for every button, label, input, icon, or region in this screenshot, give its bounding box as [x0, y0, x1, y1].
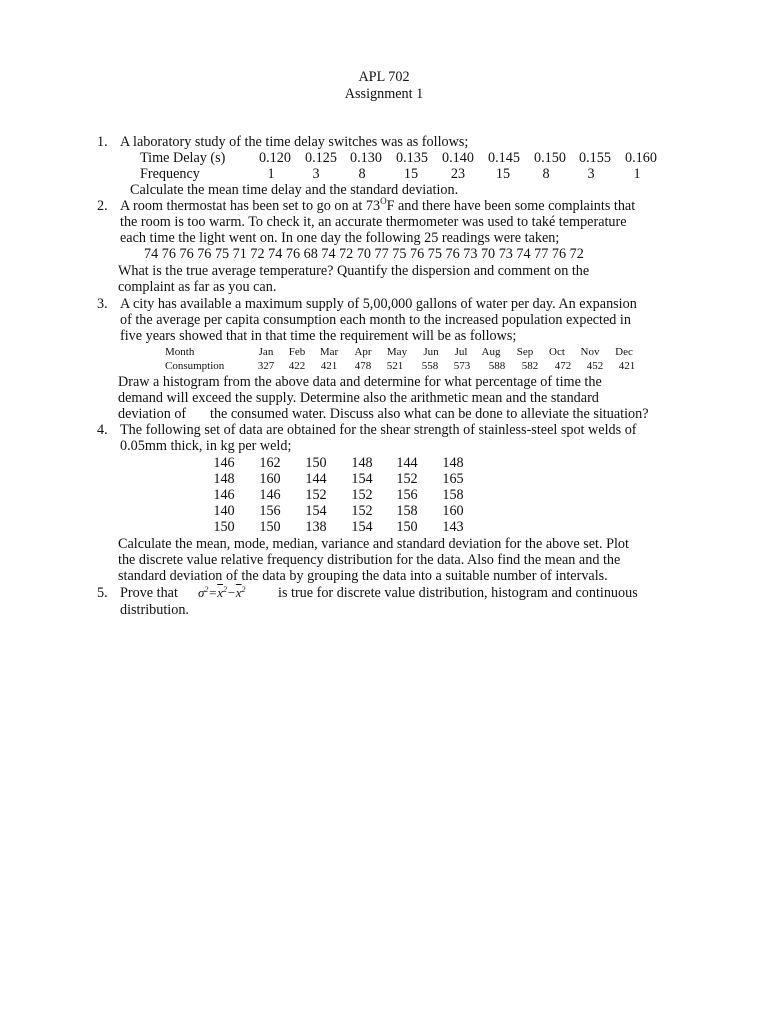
q3-month-cell: Jan — [258, 346, 274, 358]
q4-data-cell: 146 — [213, 487, 235, 503]
q5-number: 5. — [97, 585, 108, 601]
q4-data-cell: 160 — [259, 471, 281, 487]
q1-time-delay-cell: 0.160 — [625, 150, 657, 166]
q3-consumption-cell: 421 — [320, 360, 338, 372]
q4-data-cell: 150 — [305, 455, 327, 471]
q3-consumption-cell: 472 — [554, 360, 572, 372]
q1-frequency-cell: 3 — [587, 166, 595, 182]
q3-line1: A city has available a maximum supply of 5,00,000 gallons of water per day. An expansion — [120, 296, 637, 312]
q4-data-cell: 146 — [259, 487, 281, 503]
q3-month-cell: Jun — [423, 346, 439, 358]
q4-data-cell: 160 — [442, 503, 464, 519]
q2-line3: each time the light went on. In one day the following 25 readings were taken; — [120, 230, 560, 246]
q2-line1 — [120, 198, 635, 215]
q3-consumption-cell: 478 — [354, 360, 372, 372]
q3-line2: of the average per capita consumption each month to the increased population expected in — [120, 312, 631, 328]
q1-time-delay-cell: 0.135 — [396, 150, 428, 166]
q1-frequency-cell: 1 — [633, 166, 641, 182]
q1-intro: A laboratory study of the time delay switches was as follows; — [120, 134, 469, 150]
q4-data-cell: 152 — [351, 503, 373, 519]
q3-consumption-cell: 421 — [618, 360, 636, 372]
q3-row2-label: Consumption — [165, 360, 225, 372]
q1-frequency-cell: 8 — [358, 166, 366, 182]
q4-line3: Calculate the mean, mode, median, variance and standard deviation for the above set. Plot — [118, 536, 629, 552]
q3-consumption-cell: 422 — [288, 360, 306, 372]
q4-data-cell: 146 — [213, 455, 235, 471]
q4-data-cell: 138 — [305, 519, 327, 535]
q5-rest: is true for discrete value distribution, histogram and continuous — [278, 585, 638, 601]
q4-data-cell: 150 — [396, 519, 418, 535]
q2-line1-a: A room thermostat has been set to go on at 73 — [120, 198, 381, 214]
q3-consumption-cell: 327 — [257, 360, 275, 372]
q4-data-cell: 144 — [305, 471, 327, 487]
q3-line6b: the consumed water. Discuss also what can be done to alleviate the situation? — [210, 406, 649, 422]
q1-time-delay-cell: 0.145 — [488, 150, 520, 166]
q4-line2: 0.05mm thick, in kg per weld; — [120, 438, 292, 454]
q4-data-cell: 158 — [396, 503, 418, 519]
q3-month-cell: May — [386, 346, 408, 358]
assignment-title: Assignment 1 — [344, 86, 424, 102]
q4-line1: The following set of data are obtained for the shear strength of stainless-steel spot welds of — [120, 422, 637, 438]
q1-row1-label: Time Delay (s) — [140, 150, 226, 166]
q2-degree-sup: O — [380, 196, 387, 206]
q4-data-cell: 148 — [351, 455, 373, 471]
q3-month-cell: Aug — [481, 346, 501, 358]
q3-consumption-cell: 573 — [453, 360, 471, 372]
q3-line4: Draw a histogram from the above data and determine for what percentage of time the — [118, 374, 602, 390]
q1-task: Calculate the mean time delay and the standard deviation. — [130, 182, 459, 198]
q3-month-cell: Mar — [319, 346, 339, 358]
q3-line6a: deviation of — [118, 406, 187, 422]
q1-frequency-cell: 15 — [495, 166, 511, 182]
q4-data-cell: 162 — [259, 455, 281, 471]
q1-time-delay-cell: 0.150 — [534, 150, 566, 166]
q3-consumption-cell: 588 — [488, 360, 506, 372]
q4-data-cell: 156 — [396, 487, 418, 503]
q1-time-delay-cell: 0.125 — [305, 150, 337, 166]
course-code: APL 702 — [358, 69, 410, 85]
q5-prove: Prove that — [120, 585, 178, 601]
q4-data-cell: 165 — [442, 471, 464, 487]
q4-number: 4. — [97, 422, 108, 438]
q3-consumption-cell: 582 — [521, 360, 539, 372]
q3-consumption-cell: 521 — [386, 360, 404, 372]
q3-line5: demand will exceed the supply. Determine also the arithmetic mean and the standard — [118, 390, 599, 406]
q4-data-cell: 152 — [305, 487, 327, 503]
q3-month-cell: Jul — [454, 346, 468, 358]
q4-data-cell: 140 — [213, 503, 235, 519]
q1-frequency-cell: 23 — [450, 166, 466, 182]
q2-number: 2. — [97, 198, 108, 214]
q2-readings: 74 76 76 76 75 71 72 74 76 68 74 72 70 77 75 76 75 76 73 70 73 74 77 76 72 — [144, 246, 584, 262]
q3-month-cell: Apr — [354, 346, 372, 358]
q1-time-delay-cell: 0.140 — [442, 150, 474, 166]
q1-frequency-cell: 8 — [542, 166, 550, 182]
q4-data-cell: 156 — [259, 503, 281, 519]
q4-data-cell: 154 — [351, 519, 373, 535]
q5-line2: distribution. — [120, 602, 189, 618]
q3-month-cell: Oct — [549, 346, 565, 358]
q4-data-cell: 152 — [396, 471, 418, 487]
q3-month-cell: Feb — [288, 346, 306, 358]
q1-time-delay-cell: 0.120 — [259, 150, 291, 166]
q4-data-cell: 154 — [305, 503, 327, 519]
q3-month-cell: Nov — [580, 346, 600, 358]
q2-line2: the room is too warm. To check it, an accurate thermometer was used to také temperature — [120, 214, 627, 230]
q3-number: 3. — [97, 296, 108, 312]
q4-data-cell: 148 — [213, 471, 235, 487]
q1-time-delay-cell: 0.155 — [579, 150, 611, 166]
q4-data-cell: 143 — [442, 519, 464, 535]
q1-frequency-cell: 1 — [267, 166, 275, 182]
q3-consumption-cell: 558 — [421, 360, 439, 372]
q4-data-cell: 152 — [351, 487, 373, 503]
q3-row1-label: Month — [165, 346, 195, 358]
q3-month-cell: Sep — [516, 346, 534, 358]
q3-consumption-cell: 452 — [586, 360, 604, 372]
q4-data-cell: 148 — [442, 455, 464, 471]
q2-line5: What is the true average temperature? Quantify the dispersion and comment on the — [118, 263, 590, 279]
q4-line4: the discrete value relative frequency distribution for the data. Also find the mean and the — [118, 552, 621, 568]
q4-data-cell: 144 — [396, 455, 418, 471]
q4-data-cell: 150 — [259, 519, 281, 535]
q4-data-cell: 150 — [213, 519, 235, 535]
q1-row2-label: Frequency — [140, 166, 200, 182]
q5-formula: $\sigma^2=\overline{x}^2-\overline{x}^2$ — [198, 585, 246, 600]
q4-line5: standard deviation of the data by grouping the data into a suitable number of intervals. — [118, 568, 608, 584]
q4-data-cell: 158 — [442, 487, 464, 503]
q3-month-cell: Dec — [615, 346, 633, 358]
q2-line6: complaint as far as you can. — [118, 279, 277, 295]
q2-line1-b: F and there have been some complaints that — [386, 198, 636, 214]
q4-data-cell: 154 — [351, 471, 373, 487]
q1-time-delay-cell: 0.130 — [350, 150, 382, 166]
q1-number: 1. — [97, 134, 108, 150]
q1-frequency-cell: 15 — [403, 166, 419, 182]
q1-frequency-cell: 3 — [312, 166, 320, 182]
q3-line3: five years showed that in that time the requirement will be as follows; — [120, 328, 517, 344]
